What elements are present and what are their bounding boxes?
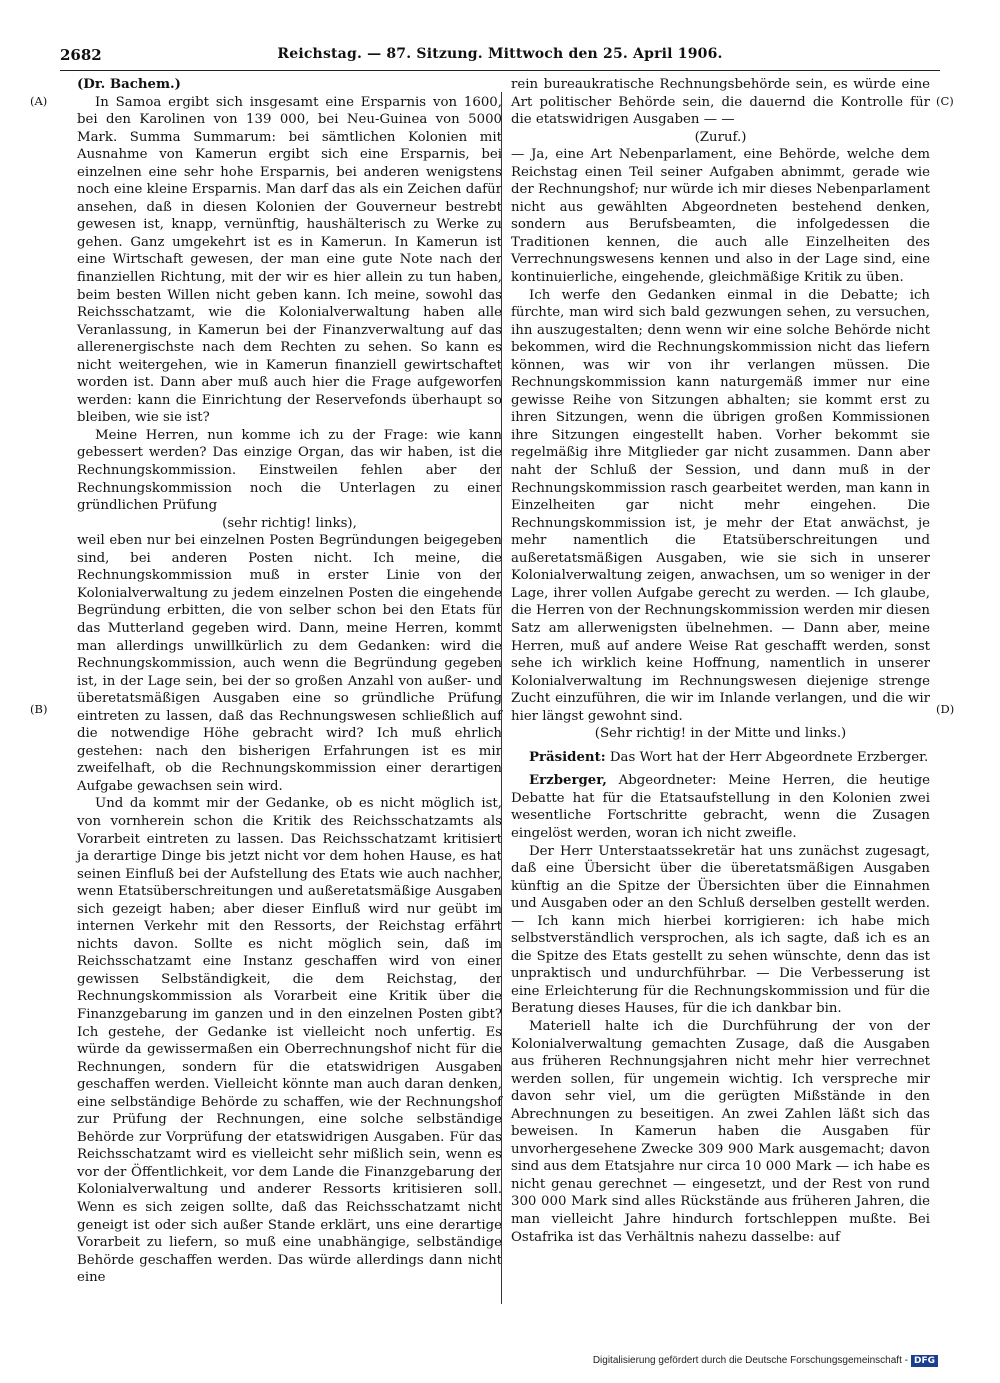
right-column <box>511 76 930 1246</box>
speaker-text: Abgeordneter: Meine Herren, die heutige Debatte hat für die Etatsaufstellung in den Kolonien zwei wesentliche Fortschritte gebracht, wenn die Zusagen eingelöst werden, woran ich nicht zweifle. <box>511 773 930 841</box>
interjection: (Sehr richtig! in der Mitte und links.) <box>594 726 847 742</box>
president-remark <box>511 749 930 767</box>
margin-marker-d: (D) <box>936 702 955 716</box>
paragraph: rein bureaukratische Rechnungsbehörde sein, es würde eine Art politischer Behörde sein, die dauernd die Kontrolle für die etatswidrigen Ausgaben — — <box>511 77 930 128</box>
paragraph: — Ja, eine Art Nebenparlament, eine Behörde, welche dem Reichstag einen Teil seiner Aufgaben abnimmt, gerade wie der Rechnungshof; nur würde ich mir dieses Nebenparlament nicht aus gewählten Abgeordneten bestehend denken, sondern aus Berufsbeamten, die infolgedessen die Traditionen kennen, die auch alle Einzelheiten des Verrechnungswesens kennen und also in der Lage sind, eine kontinuierliche, eingehende, gleichmäßige Kritik zu üben. <box>511 147 930 286</box>
column-separator <box>501 92 502 1304</box>
paragraph: Und da kommt mir der Gedanke, ob es nicht möglich ist, von vornherein schon die Kritik des Reichsschatzamts als Vorarbeit eintreten zu lassen. Das Reichsschatzamt kritisiert ja derartige Dinge bis jetzt nicht vor dem hohen Hause, es hat seinen Einfluß bei der Aufstellung des Etats wie auch nachher, wenn Etatsüberschreitungen und außeretatsmäßige Ausgaben sich gezeigt haben; aber dieser Einfluß wird nur geübt im internen Verkehr mit den Ressorts, der Reichstag erfährt nichts davon. Sollte es nicht möglich sein, daß im Reichsschatzamt eine Instanz geschaffen wird von einer gewissen Selbständigkeit, die dem Reichstag, der Rechnungskommission als Vorarbeit eine Kritik über die Finanzgebarung im ganzen und in den einzelnen Posten gibt? Ich gestehe, der Gedanke ist vielleicht noch unfertig. Es würde da gewissermaßen ein Oberrechnungshof nicht für die Rechnungen, sondern für die etatswidrigen Ausgaben geschaffen werden. Vielleicht könnte man auch daran denken, eine selbständige Behörde zu schaffen, wie der Rechnungshof zur Prüfung der Rechnungen, eine solche selbständige Behörde zur Vorprüfung der etatswidrigen Ausgaben. Für das Reichsschatzamt wird es vielleicht sehr mißlich sein, wenn es vor der Öffentlichkeit, vor dem Lande die Finanzgebarung der Kolonialverwaltung und anderer Ressorts kritisieren soll. Wenn es sich zeigen sollte, daß das Reichsschatzamt nicht geneigt ist oder sich außer Stande erklärt, uns eine derartige Vorarbeit zu liefern, so muß eine unabhängige, selbständige Behörde geschaffen werden. Das würde allerdings dann nicht eine <box>77 796 502 1286</box>
footer-credit <box>593 1355 938 1367</box>
page-number: 2682 <box>60 46 102 64</box>
interjection: (Zuruf.) <box>694 129 747 145</box>
footer-text: Digitalisierung gefördert durch die Deutsche Forschungsgemeinschaft - <box>592 1355 908 1366</box>
margin-marker-b: (B) <box>30 702 48 716</box>
margin-marker-c: (C) <box>936 94 954 108</box>
president-label: Präsident: <box>529 749 606 765</box>
dfg-logo: DFG <box>911 1355 938 1367</box>
paragraph: Materiell halte ich die Durchführung der von der Kolonialverwaltung gemachten Zusage, daß die Ausgaben aus früheren Rechnungsjahren nicht mehr hier verrechnet werden sollen, für ungemein wichtig. Ich verspreche mir davon sehr viel, um die gerügten Mißstände in den Abrechnungen zu beseitigen. An zwei Zahlen läßt sich das beweisen. In Kamerun haben die Ausgaben für unvorhergesehene Zwecke 309 900 Mark ausgemacht; davon sind aus dem Etatsjahre nur circa 10 000 Mark — ich habe es nicht genau gerechnet — eingesetzt, und der Rest von rund 300 000 Mark sind alles Rückstände aus früheren Jahren, die man vielleicht Jahre hindurch fortschleppen mußte. Bei Ostafrika ist das Verhältnis nahezu dasselbe: auf <box>511 1018 930 1245</box>
paragraph: Ich werfe den Gedanken einmal in die Debatte; ich fürchte, man wird sich bald gezwungen sehen, zu versuchen, ihn auszugestalten; denn wenn wir eine solche Behörde nicht bekommen, wird die Rechnungskommission nicht das liefern können, was wir von ihr verlangen müssen. Die Rechnungskommission kann naturgemäß immer nur eine gewisse Reihe von Sitzungen abhalten; sie kommt erst zu ihren Sitzungen, wenn die übrigen großen Kommissionen ihre Sitzungen eingestellt haben. Vorher bekommt sie regelmäßig ihre Mitglieder gar nicht zusammen. Dann aber naht der Schluß der Session, und dann muß in der Rechnungskommission rasch gearbeitet werden, man kann in Einzelheiten gar nicht mehr eingehen. Die Rechnungskommission ist, je mehr der Etat anwächst, je mehr namentlich die Etatsüberschreitungen und außeretatsmäßigen Ausgaben, wie sie sich in unserer Kolonialverwaltung zeigen, anwachsen, um so weniger in der Lage, ihrer vollen Aufgabe gerecht zu werden. — Ich glaube, die Herren von der Rechnungskommission werden mir diesen Satz am allerwenigsten übelnehmen. — Dann aber, meine Herren, muß auf andere Weise Rat geschafft werden, sonst sehe ich wirklich keine Hoffnung, namentlich in unserer Kolonialverwaltung im Rechnungswesen diejenige strenge Zucht einzuführen, die wir im Inlande verlangen, und die wir hier längst gewohnt sind. <box>511 287 930 724</box>
interjection: (sehr richtig! links), <box>222 515 357 531</box>
paragraph: In Samoa ergibt sich insgesamt eine Ersparnis von 1600, bei den Karolinen von 139 000, bei Neu-Guinea von 5000 Mark. Summa Summarum: bei sämtlichen Kolonien mit Ausnahme von Kamerun ergibt sich eine Ersparnis, bei einzelnen eine sehr hohe Ersparnis, bei anderen wenigstens noch eine kleine Ersparnis. Man darf das als ein Zeichen dafür ansehen, daß in diesen Kolonien der Gouverneur bestrebt gewesen ist, knapp, vernünftig, haushälterisch zu Werke zu gehen. Ganz umgekehrt ist es in Kamerun. In Kamerun ist eine Wirtschaft gewesen, der man eine gute Note nach der finanziellen Richtung, mit der wir es hier allein zu tun haben, beim besten Willen nicht geben kann. Ich meine, sowohl das Reichsschatzamt, wie die Kolonialverwaltung haben alle Veranlassung, in Kamerun bei der Finanzverwaltung auf das allerenergischste nach dem Rechten zu sehen. So kann es nicht weitergehen, wie in Kamerun finanziell gewirtschaftet worden ist. Dann aber muß auch hier die Frage aufgeworfen werden: kann die Einrichtung der Reservefonds überhaupt so bleiben, wie sie ist? <box>77 94 502 426</box>
speaker-label: (Dr. Bachem.) <box>77 77 181 92</box>
paragraph: Der Herr Unterstaatssekretär hat uns zunächst zugesagt, daß eine Übersicht über die überetatsmäßigen Ausgaben künftig an die Spitze der Übersichten über die Einnahmen und Ausgaben oder an den Schluß derselben gestellt werden. — Ich kann mich hierbei korrigieren: ich habe mich selbstverständlich versprochen, als ich sagte, daß ich es an die Spitze des Etats gestellt zu sehen wünschte, denn das ist unpraktisch und undurchführbar. — Die Verbesserung ist eine Erleichterung für die Rechnungskommission und für die Beratung dieses Hauses, für die ich dankbar bin. <box>511 843 930 1017</box>
speaker-name: Erzberger, <box>529 773 607 789</box>
president-text: Das Wort hat der Herr Abgeordnete Erzberger. <box>609 749 929 765</box>
paragraph: Meine Herren, nun komme ich zu der Frage: wie kann gebessert werden? Das einzige Organ, das wir haben, ist die Rechnungskommission. Einstweilen fehlen aber der Rechnungskommission noch die Unterlagen zu einer gründlichen Prüfung <box>77 427 502 514</box>
page-header <box>60 44 940 70</box>
speaker-paragraph <box>511 772 930 842</box>
paragraph: weil eben nur bei einzelnen Posten Begründungen beigegeben sind, bei anderen Posten nicht. Ich meine, die Rechnungskommission muß in erster Linie von der Kolonialverwaltung zu jedem einzelnen Posten die eingehende Begründung erbitten, die von selber schon bei den Etats für das Mutterland gegeben wird. Dann, meine Herren, kommt man allerdings unwillkürlich zu dem Gedanken: wird die Rechnungskommission, auch wenn die Begründung gegeben ist, in der Lage sein, bei der so großen Anzahl von außer- und überetatsmäßigen Ausgaben eine so gründliche Prüfung eintreten zu lassen, daß das Rechnungswesen schließlich auf die notwendige Höhe gebracht wird? Ich muß ehrlich gestehen: nach den bisherigen Erfahrungen ist es mir zweifelhaft, ob die Rechnungskommission einer derartigen Aufgabe gewachsen sein wird. <box>77 533 502 794</box>
margin-marker-a: (A) <box>30 94 48 108</box>
left-column <box>77 76 502 1287</box>
running-head: Reichstag. — 87. Sitzung. Mittwoch den 25. April 1906. <box>277 46 723 62</box>
header-rule <box>60 70 940 71</box>
